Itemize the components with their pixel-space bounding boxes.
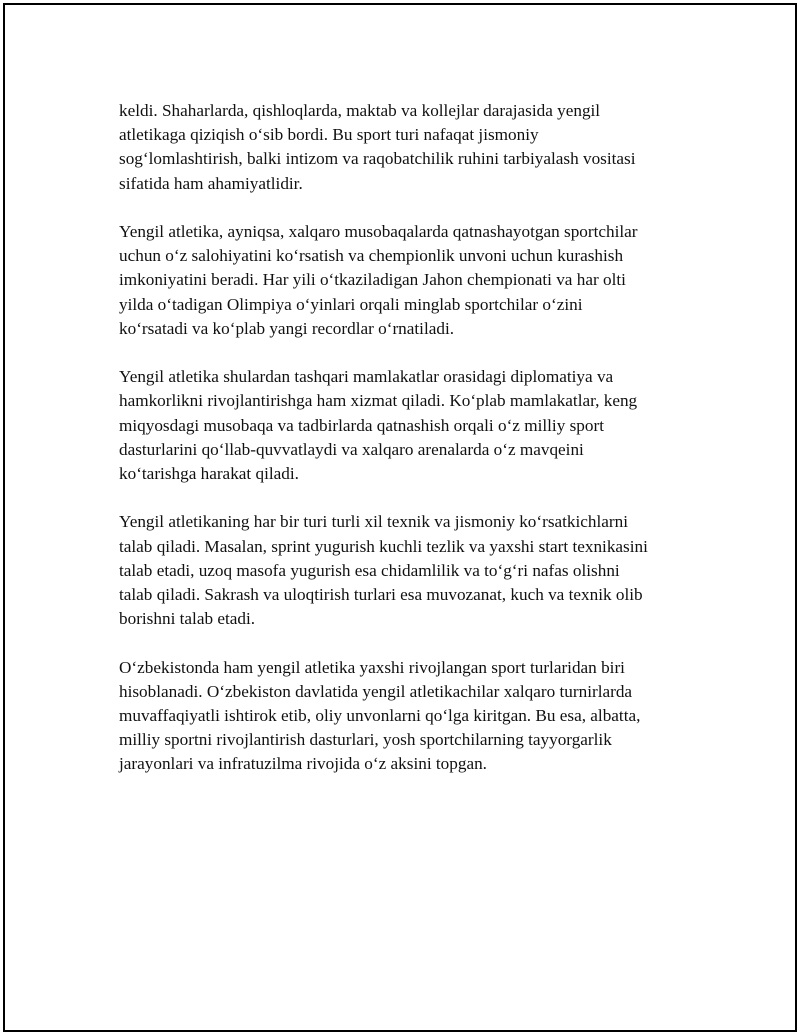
paragraph-2: [119, 220, 689, 341]
text-line: hamkorlikni rivojlantirishga ham xizmat qiladi. Ko‘plab mamlakatlar, keng: [119, 391, 638, 411]
text-line: talab qiladi. Sakrash va uloqtirish turlari esa muvozanat, kuch va texnik olib: [119, 585, 643, 605]
text-line: Yengil atletika, ayniqsa, xalqaro musobaqalarda qatnashayotgan sportchilar: [119, 222, 638, 241]
text-line: atletikaga qiziqish o‘sib bordi. Bu sport turi nafaqat jismoniy: [119, 125, 539, 145]
page-frame: [3, 3, 797, 1032]
text-line: jarayonlari va infratuzilma rivojida o‘z aksini topgan.: [119, 754, 487, 774]
paragraph-5: [119, 656, 689, 777]
text-line: sog‘lomlashtirish, balki intizom va raqobatchilik ruhini tarbiyalash vositasi: [119, 149, 636, 169]
text-line: muvaffaqiyatli ishtirok etib, oliy unvonlarni qo‘lga kiritgan. Bu esa, albatta,: [119, 706, 641, 726]
text-line: sifatida ham ahamiyatlidir.: [119, 173, 303, 193]
text-line: talab etadi, uzoq masofa yugurish esa chidamlilik va to‘g‘ri nafas olishni: [119, 560, 620, 580]
text-line: ko‘rsatadi va ko‘plab yangi recordlar o‘rnatiladi.: [119, 318, 455, 338]
text-line: Yengil atletikaning har bir turi turli xil texnik va jismoniy ko‘rsatkichlarni: [119, 512, 629, 532]
text-line: yilda o‘tadigan Olimpiya o‘yinlari orqali minglab sportchilar o‘zini: [119, 294, 583, 314]
document-body: [119, 99, 689, 801]
text-line: O‘zbekistonda ham yengil atletika yaxshi rivojlangan sport turlaridan biri: [119, 657, 625, 677]
paragraph-4: [119, 510, 689, 631]
paragraph-1: [119, 99, 689, 196]
text-line: borishni talab etadi.: [119, 609, 256, 629]
text-line: uchun o‘z salohiyatini ko‘rsatish va chempionlik unvoni uchun kurashish: [119, 246, 624, 266]
text-line: imkoniyatini beradi. Har yili o‘tkaziladigan Jahon chempionati va har olti: [119, 270, 626, 290]
text-line: talab qiladi. Masalan, sprint yugurish kuchli tezlik va yaxshi start texnikasini: [119, 536, 648, 556]
text-line: miqyosdagi musobaqa va tadbirlarda qatnashish orqali o‘z milliy sport: [119, 415, 604, 435]
text-line: dasturlarini qo‘llab-quvvatlaydi va xalqaro arenalarda o‘z mavqeini: [119, 439, 584, 459]
text-line: keldi. Shaharlarda, qishloqlarda, maktab va kollejlar darajasida yengil: [119, 101, 601, 120]
text-line: milliy sportni rivojlantirish dasturlari, yosh sportchilarning tayyorgarlik: [119, 730, 612, 750]
text-line: Yengil atletika shulardan tashqari mamlakatlar orasidagi diplomatiya va: [119, 367, 614, 387]
paragraph-3: [119, 365, 689, 486]
text-line: ko‘tarishga harakat qiladi.: [119, 464, 299, 484]
text-line: hisoblanadi. O‘zbekiston davlatida yengil atletikachilar xalqaro turnirlarda: [119, 681, 633, 701]
